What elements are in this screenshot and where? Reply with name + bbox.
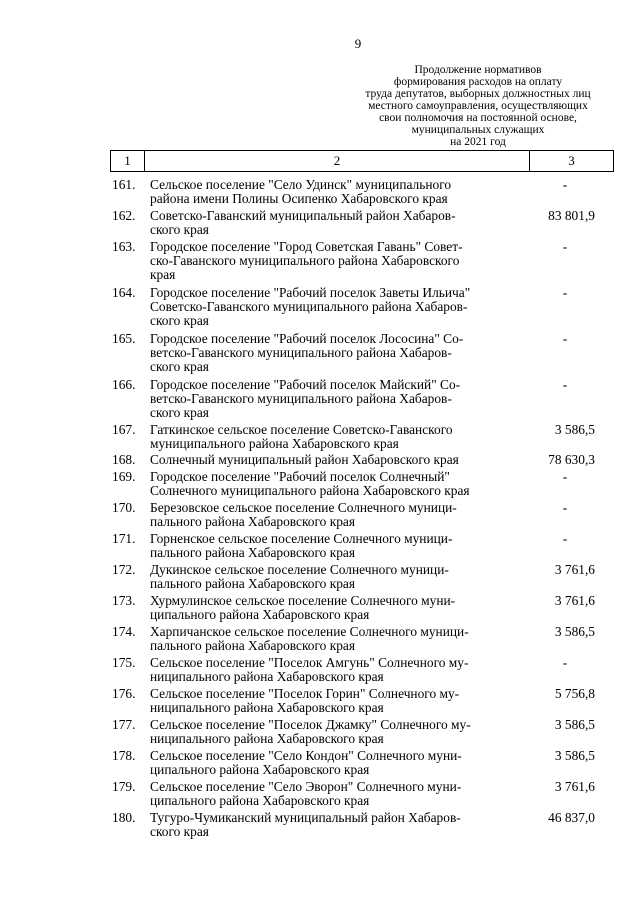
row-number: 163.	[112, 239, 136, 254]
row-value: 78 630,3	[548, 452, 595, 467]
row-name-line: Городское поселение "Рабочий поселок Лососина" Со-	[150, 331, 464, 346]
row-number: 169.	[112, 469, 136, 484]
row-name	[150, 240, 520, 282]
row-number: 175.	[112, 655, 136, 670]
caption-line: труда депутатов, выборных должностных лиц	[365, 88, 591, 100]
row-value: 3 586,5	[554, 748, 595, 763]
row-name-line: Городское поселение "Рабочий поселок Майский" Со-	[150, 377, 461, 392]
row-name-line: ветско-Гаванского муниципального района Хабаров-	[150, 391, 452, 406]
row-value: -	[562, 239, 568, 254]
caption-line: местного самоуправления, осуществляющих	[368, 100, 588, 112]
row-name-line: Советско-Гаванского муниципального района Хабаров-	[150, 299, 468, 314]
row-number: 165.	[112, 331, 136, 346]
row-name-line: пального района Хабаровского края	[150, 576, 356, 591]
caption-line: муниципальных служащих	[411, 124, 545, 136]
row-name-line: Харпичанское сельское поселение Солнечного муници-	[150, 624, 469, 639]
row-name-line: ципального района Хабаровского края	[150, 762, 370, 777]
row-name-line: ского края	[150, 222, 209, 237]
row-name-line: Сельское поселение "Поселок Горин" Солнечного му-	[150, 686, 460, 701]
row-name	[150, 470, 520, 498]
row-name-line: Тугуро-Чумиканский муниципальный район Хабаров-	[150, 810, 461, 825]
row-value: -	[562, 285, 568, 300]
row-name	[150, 749, 520, 777]
row-name	[150, 594, 520, 622]
row-name-line: Сельское поселение "Село Удинск" муниципального	[150, 177, 452, 192]
row-name-line: Гаткинское сельское поселение Советско-Гаванского	[150, 422, 453, 437]
row-value: 3 586,5	[554, 624, 595, 639]
row-name	[150, 286, 520, 328]
row-value: -	[562, 500, 568, 515]
row-number: 180.	[112, 810, 136, 825]
row-name-line: Дукинское сельское поселение Солнечного муници-	[150, 562, 449, 577]
row-name-line: Березовское сельское поселение Солнечного муници-	[150, 500, 457, 515]
caption-line: на 2021 год	[450, 136, 506, 148]
row-name-line: муниципального района Хабаровского края	[150, 436, 399, 451]
header-cell-number: 1	[111, 151, 145, 171]
row-name	[150, 209, 520, 237]
row-number: 161.	[112, 177, 136, 192]
row-name-line: Городское поселение "Город Советская Гавань" Совет-	[150, 239, 463, 254]
row-name-line: Сельское поселение "Поселок Амгунь" Солнечного му-	[150, 655, 469, 670]
page-number: 9	[354, 36, 362, 51]
row-name	[150, 718, 520, 746]
row-name-line: Городское поселение "Рабочий поселок Солнечный"	[150, 469, 450, 484]
row-number: 167.	[112, 422, 136, 437]
row-name-line: ского края	[150, 405, 209, 420]
row-number: 162.	[112, 208, 136, 223]
row-name-line: Сельское поселение "Поселок Джамку" Солнечного му-	[150, 717, 471, 732]
row-name	[150, 811, 520, 839]
row-value: -	[562, 377, 568, 392]
row-number: 176.	[112, 686, 136, 701]
row-value: -	[562, 469, 568, 484]
header-cell-name: 2	[145, 151, 530, 171]
row-name	[150, 563, 520, 591]
row-name-line: Городское поселение "Рабочий поселок Заветы Ильича"	[150, 285, 471, 300]
row-name-line: ского края	[150, 824, 209, 839]
row-name	[150, 332, 520, 374]
row-name-line: пального района Хабаровского края	[150, 514, 356, 529]
row-name-line: Сельское поселение "Село Эворон" Солнечного муни-	[150, 779, 462, 794]
row-number: 173.	[112, 593, 136, 608]
row-number: 172.	[112, 562, 136, 577]
row-name-line: Солнечного муниципального района Хабаровского края	[150, 483, 470, 498]
row-name-line: ско-Гаванского муниципального района Хабаровского	[150, 253, 460, 268]
row-name-line: пального района Хабаровского края	[150, 545, 356, 560]
row-name-line: ципального района Хабаровского края	[150, 607, 370, 622]
row-name-line: района имени Полины Осипенко Хабаровского края	[150, 191, 448, 206]
row-number: 168.	[112, 452, 136, 467]
row-name-line: пального района Хабаровского края	[150, 638, 356, 653]
row-number: 179.	[112, 779, 136, 794]
caption-line: свои полномочия на постоянной основе,	[379, 112, 577, 124]
row-name	[150, 780, 520, 808]
row-name-line: Горненское сельское поселение Солнечного муници-	[150, 531, 453, 546]
row-value: -	[562, 331, 568, 346]
row-value: 83 801,9	[548, 208, 595, 223]
row-name	[150, 656, 520, 684]
row-value: -	[562, 177, 568, 192]
row-name-line: Солнечный муниципальный район Хабаровского края	[150, 452, 459, 467]
row-number: 166.	[112, 377, 136, 392]
row-value: 46 837,0	[548, 810, 595, 825]
row-name	[150, 625, 520, 653]
row-number: 171.	[112, 531, 136, 546]
row-number: 164.	[112, 285, 136, 300]
row-name	[150, 532, 520, 560]
header-cell-value: 3	[568, 153, 575, 168]
row-name-line: ниципального района Хабаровского края	[150, 731, 384, 746]
caption-line: формирования расходов на оплату	[393, 76, 563, 88]
caption-line: Продолжение нормативов	[414, 64, 542, 76]
row-name-line: Хурмулинское сельское поселение Солнечного муни-	[150, 593, 456, 608]
row-name-line: ниципального района Хабаровского края	[150, 700, 384, 715]
row-name	[150, 453, 520, 467]
row-name-line: ского края	[150, 313, 209, 328]
row-name-line: Сельское поселение "Село Кондон" Солнечного муни-	[150, 748, 462, 763]
row-value: 3 586,5	[554, 422, 595, 437]
row-name	[150, 501, 520, 529]
row-number: 170.	[112, 500, 136, 515]
row-value: 5 756,8	[554, 686, 595, 701]
row-number: 174.	[112, 624, 136, 639]
row-number: 178.	[112, 748, 136, 763]
row-name-line: Советско-Гаванский муниципальный район Хабаров-	[150, 208, 456, 223]
row-name	[150, 687, 520, 715]
row-name	[150, 378, 520, 420]
row-value: 3 761,6	[554, 562, 595, 577]
row-name	[150, 178, 520, 206]
row-value: -	[562, 531, 568, 546]
row-value: 3 586,5	[554, 717, 595, 732]
row-name-line: края	[150, 267, 176, 282]
row-name-line: ципального района Хабаровского края	[150, 793, 370, 808]
row-value: -	[562, 655, 568, 670]
row-name-line: ветско-Гаванского муниципального района Хабаров-	[150, 345, 452, 360]
row-value: 3 761,6	[554, 779, 595, 794]
row-number: 177.	[112, 717, 136, 732]
row-value: 3 761,6	[554, 593, 595, 608]
row-name-line: ского края	[150, 359, 209, 374]
row-name-line: ниципального района Хабаровского края	[150, 669, 384, 684]
row-name	[150, 423, 520, 451]
